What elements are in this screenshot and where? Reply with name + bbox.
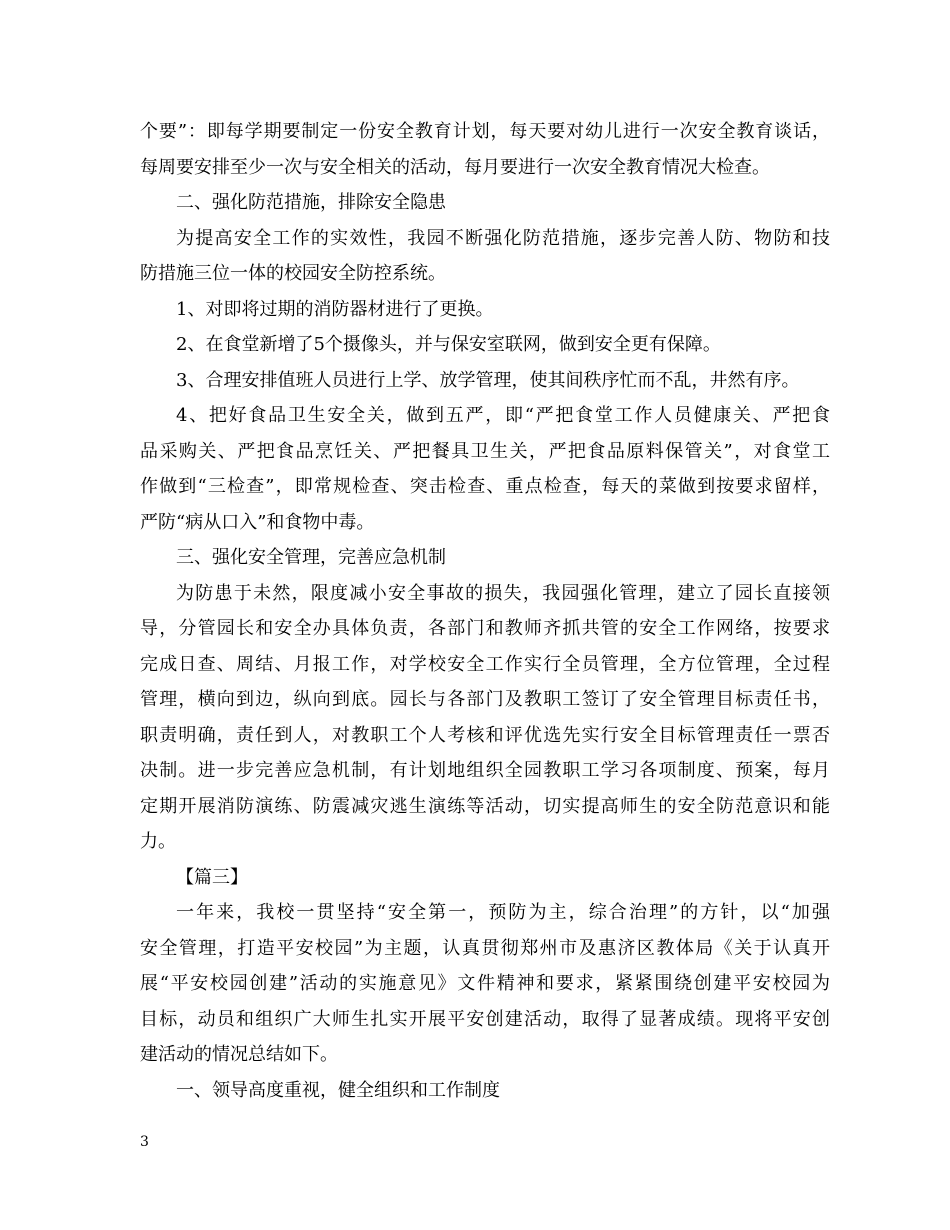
text-line: 为提高安全工作的实效性，我园不断强化防范措施，逐步完善人防、物防和技 bbox=[176, 227, 830, 249]
text-line: 安全管理，打造平安校园”为主题，认真贯彻郑州市及惠济区教体局《关于认真开 bbox=[140, 937, 830, 959]
text-line: 展“平安校园创建”活动的实施意见》文件精神和要求，紧紧围绕创建平安校园为 bbox=[140, 973, 830, 994]
text-line: 决制。进一步完善应急机制，有计划地组织全园教职工学习各项制度、预案，每月 bbox=[140, 760, 830, 781]
text-line: 3、合理安排值班人员进行上学、放学管理，使其间秩序忙而不乱，井然有序。 bbox=[176, 369, 800, 391]
text-line: 目标，动员和组织广大师生扎实开展平安创建活动，取得了显著成绩。现将平安创 bbox=[140, 1008, 830, 1030]
text-line: 建活动的情况总结如下。 bbox=[140, 1044, 338, 1065]
text-line: 品采购关、严把食品烹饪关、严把餐具卫生关，严把食品原料保管关”，对食堂工 bbox=[140, 440, 830, 462]
text-line: 防措施三位一体的校园安全防控系统。 bbox=[140, 263, 446, 284]
text-line: 【篇三】 bbox=[176, 866, 248, 888]
text-line: 1、对即将过期的消防器材进行了更换。 bbox=[176, 298, 494, 320]
page-number: 3 bbox=[140, 1134, 149, 1150]
text-line: 导，分管园长和安全办具体负责，各部门和教师齐抓共管的安全工作网络，按要求 bbox=[140, 618, 830, 639]
text-line: 三、强化安全管理，完善应急机制 bbox=[176, 547, 446, 568]
text-line: 一、领导高度重视，健全组织和工作制度 bbox=[176, 1079, 500, 1101]
text-line: 力。 bbox=[140, 831, 176, 852]
text-line: 4、把好食品卫生安全关，做到五严，即“严把食堂工作人员健康关、严把食 bbox=[176, 405, 830, 426]
text-line: 每周要安排至少一次与安全相关的活动，每月要进行一次安全教育情况大检查。 bbox=[140, 156, 770, 178]
text-line: 为防患于未然，限度减小安全事故的损失，我园强化管理，建立了园长直接领 bbox=[176, 582, 830, 604]
body-text bbox=[140, 114, 830, 1108]
text-line: 作做到“三检查”，即常规检查、突击检查、重点检查，每天的菜做到按要求留样， bbox=[140, 476, 830, 497]
text-line: 个要”：即每学期要制定一份安全教育计划，每天要对幼儿进行一次安全教育谈话， bbox=[140, 121, 830, 142]
text-line: 管理，横向到边，纵向到底。园长与各部门及教职工签订了安全管理目标责任书， bbox=[140, 689, 830, 710]
text-line: 2、在食堂新增了5个摄像头，并与保安室联网，做到安全更有保障。 bbox=[176, 334, 721, 355]
text-line: 完成日查、周结、月报工作，对学校安全工作实行全员管理，全方位管理，全过程 bbox=[140, 653, 830, 675]
text-line: 定期开展消防演练、防震减灾逃生演练等活动，切实提高师生的安全防范意识和能 bbox=[140, 795, 830, 817]
text-line: 一年来，我校一贯坚持“安全第一，预防为主，综合治理”的方针，以“加强 bbox=[176, 902, 830, 923]
text-line: 职责明确，责任到人，对教职工个人考核和评优选先实行安全目标管理责任一票否 bbox=[140, 724, 830, 746]
text-line: 二、强化防范措施，排除安全隐患 bbox=[176, 192, 446, 213]
text-line: 严防“病从口入”和食物中毒。 bbox=[140, 511, 375, 533]
